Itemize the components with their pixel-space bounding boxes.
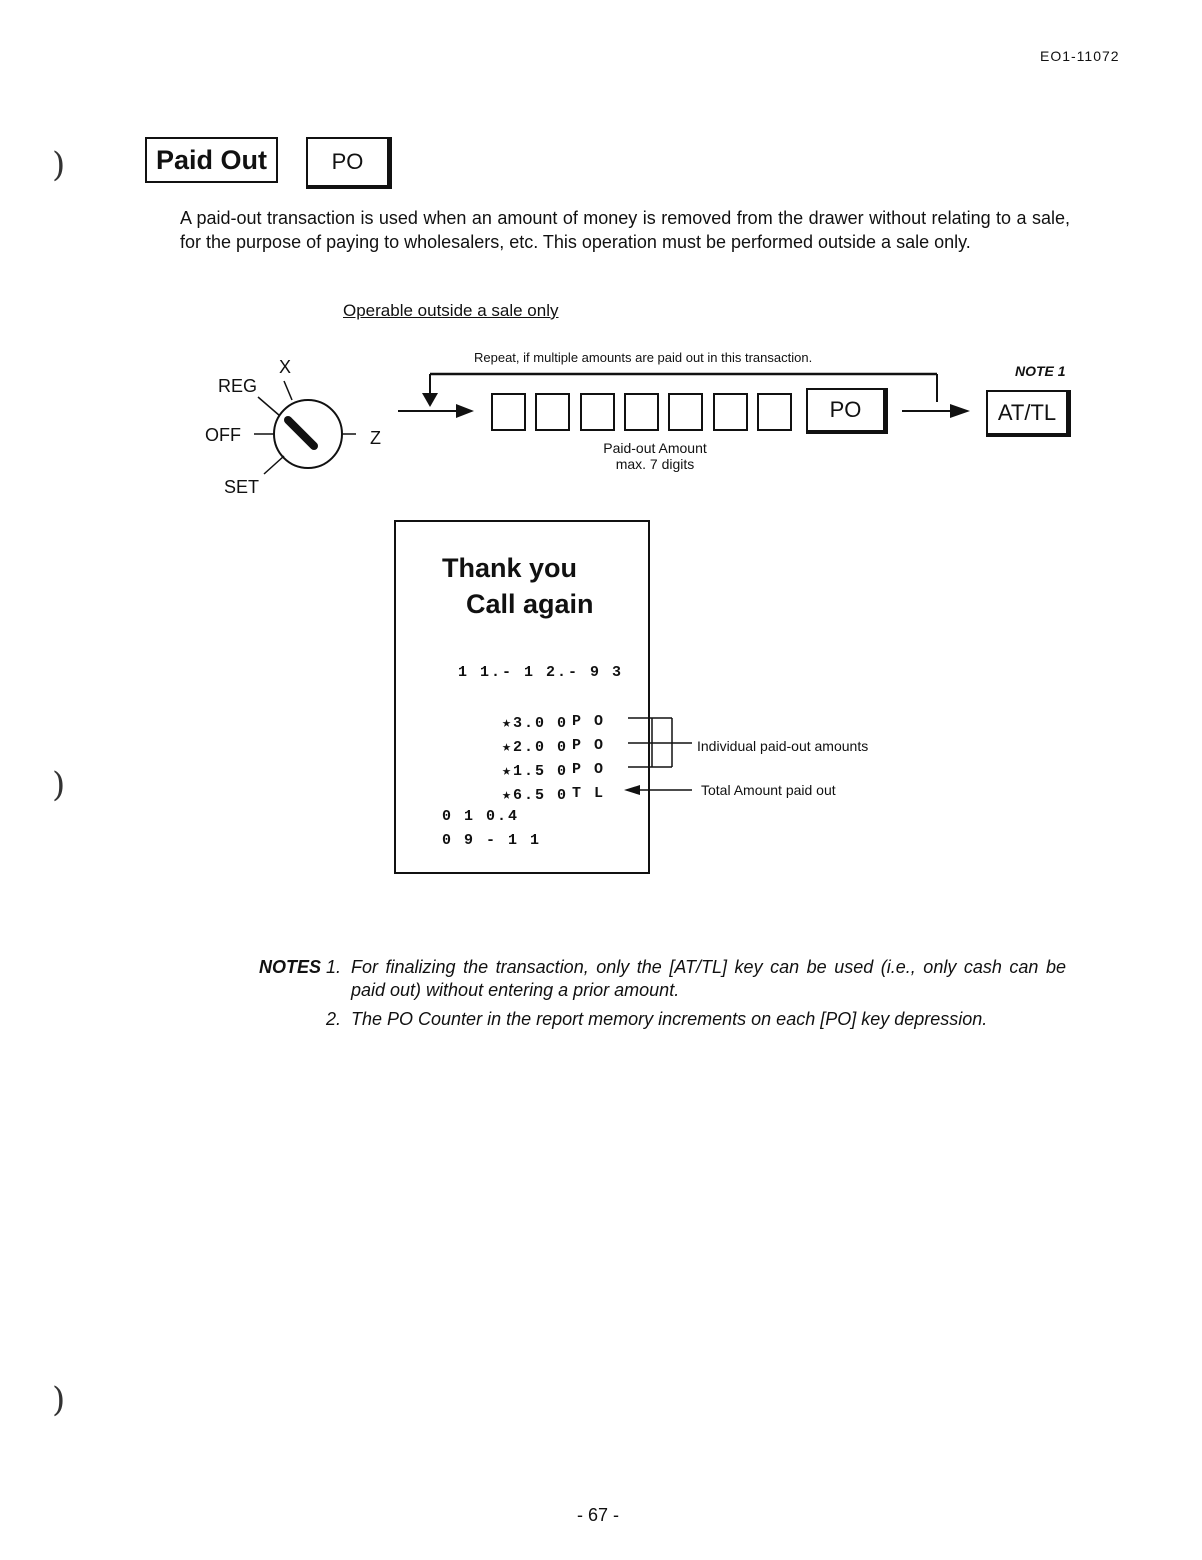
receipt-line-amount: ★1.5 0 — [502, 763, 569, 780]
notes-heading: NOTES — [258, 957, 321, 977]
receipt-line-amount: ★2.0 0 — [502, 739, 569, 756]
receipt-call-again: Call again — [466, 589, 594, 619]
note-number — [243, 956, 351, 1002]
amount-caption — [560, 440, 750, 472]
repeat-arrowhead — [422, 393, 438, 407]
po-key-heading: PO — [306, 137, 392, 189]
entry-arrowhead — [456, 404, 474, 418]
set-tick — [264, 456, 284, 474]
digit-box — [668, 393, 703, 431]
dial-pointer — [288, 420, 314, 446]
finalize-arrowhead — [950, 404, 970, 418]
receipt-total-amount: ★6.5 0 — [502, 787, 569, 804]
mode-x-label: X — [279, 357, 292, 377]
amount-caption-line2: max. 7 digits — [615, 456, 695, 472]
margin-mark: ) — [52, 1380, 66, 1420]
receipt-date: 1 1.- 1 2.- 9 3 — [458, 664, 624, 681]
note1-label: NOTE 1 — [1015, 363, 1066, 379]
mode-dial — [274, 400, 342, 468]
notes-section — [243, 956, 1073, 1037]
intro-paragraph: A paid-out transaction is used when an amount of money is removed from the drawer without relating to a sale, for the purpose of paying to wholesalers, etc. This operation must be performed outside a sale only. — [180, 208, 1070, 252]
receipt-thanks: Thank you — [442, 553, 578, 583]
digit-box — [580, 393, 615, 431]
receipt-line-code: P O — [572, 713, 606, 730]
digit-box — [535, 393, 570, 431]
attl-key: AT/TL — [986, 390, 1071, 437]
document-code: EO1-11072 — [1040, 48, 1120, 64]
digit-box — [491, 393, 526, 431]
mode-off-label: OFF — [205, 425, 241, 445]
page-number: - 67 - — [577, 1505, 620, 1525]
note-item — [243, 1008, 1073, 1031]
margin-mark: ) — [52, 145, 66, 185]
section-title: Paid Out — [145, 137, 278, 183]
amount-caption-line1: Paid-out Amount — [603, 440, 707, 456]
callout-individual: Individual paid-out amounts — [697, 738, 869, 754]
po-key: PO — [806, 388, 888, 434]
reg-tick — [258, 397, 280, 416]
receipt-line-code: P O — [572, 761, 606, 778]
operable-condition: Operable outside a sale only — [343, 301, 559, 320]
total-callout-arrowhead — [624, 785, 640, 795]
note-text: For finalizing the transaction, only the [AT/TL] key can be used (i.e., only cash can be paid out) without entering a prior amount. — [351, 957, 1066, 1000]
note-item — [243, 956, 1073, 1002]
margin-mark: ) — [52, 765, 66, 805]
callout-lines — [620, 710, 700, 810]
receipt-line-code: P O — [572, 737, 606, 754]
receipt-footer-2: 0 9 - 1 1 — [442, 832, 542, 849]
digit-box — [713, 393, 748, 431]
receipt-footer-1: 0 1 0.4 — [442, 808, 520, 825]
note-number-value: 2. — [325, 1009, 341, 1029]
repeat-instruction: Repeat, if multiple amounts are paid out in this transaction. — [474, 350, 813, 365]
mode-z-label: Z — [370, 428, 381, 448]
receipt-line-amount: ★3.0 0 — [502, 715, 569, 732]
callout-total: Total Amount paid out — [701, 782, 836, 798]
note-text: The PO Counter in the report memory increments on each [PO] key depression. — [351, 1009, 988, 1029]
digit-box — [757, 393, 792, 431]
mode-set-label: SET — [224, 477, 260, 497]
receipt-total-code: T L — [572, 785, 606, 802]
note-number — [243, 1008, 351, 1031]
digit-box — [624, 393, 659, 431]
x-tick — [284, 381, 292, 400]
mode-reg-label: REG — [218, 376, 258, 396]
note-number-value: 1. — [325, 957, 341, 977]
